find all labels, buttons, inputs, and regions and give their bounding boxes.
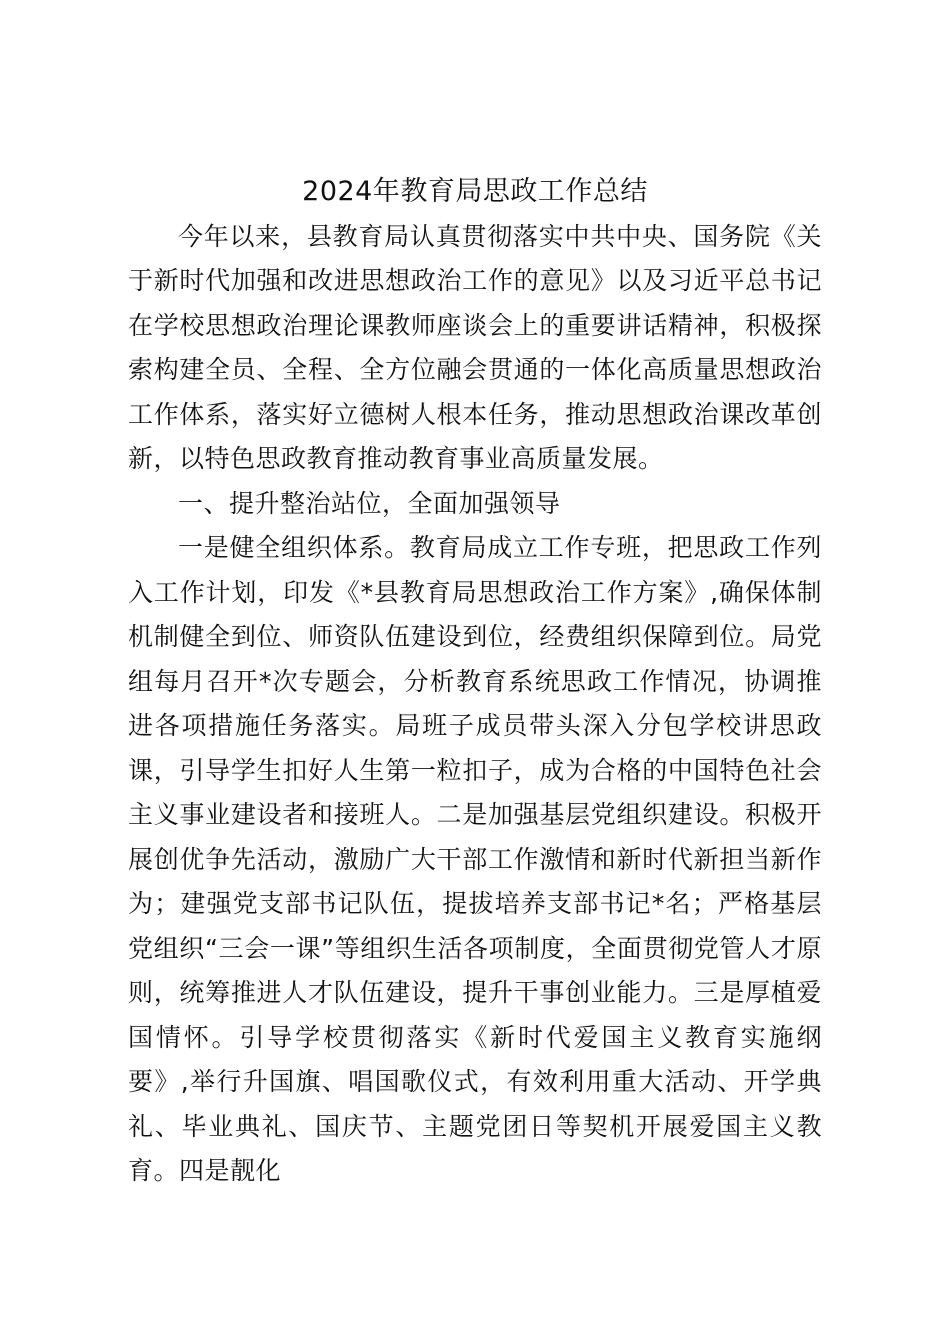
section-body-paragraph: 一是健全组织体系。教育局成立工作专班，把思政工作列入工作计划，印发《*县教育局思想政治工作方案》,确保体制机制健全到位、师资队伍建设到位，经费组织保障到位。局党组每月召开*次专题会，分析教育系统思政工作情况，协调推进各项措施任务落实。局班子成员带头深入分包学校讲思政课，引导学生扣好人生第一粒扣子，成为合格的中国特色社会主义事业建设者和接班人。二是加强基层党组织建设。积极开展创优争先活动，激励广大干部工作激情和新时代新担当新作为；建强党支部书记队伍，提拔培养支部书记*名；严格基层党组织“三会一课”等组织生活各项制度，全面贯彻党管人才原则，统筹推进人才队伍建设，提升干事创业能力。三是厚植爱国情怀。引导学校贯彻落实《新时代爱国主义教育实施纲要》,举行升国旗、唱国歌仪式，有效利用重大活动、开学典礼、毕业典礼、国庆节、主题党团日等契机开展爱国主义教育。四是靓化 — [128, 533, 822, 1185]
section-heading: 一、提升整治站位，全面加强领导 — [178, 488, 561, 518]
document-title: 2024年教育局思政工作总结 — [302, 176, 648, 207]
intro-paragraph: 今年以来，县教育局认真贯彻落实中共中央、国务院《关于新时代加强和改进思想政治工作的意见》以及习近平总书记在学校思想政治理论课教师座谈会上的重要讲话精神，积极探索构建全员、全程、全方位融会贯通的一体化高质量思想政治工作体系，落实好立德树人根本任务，推动思想政治课改革创新，以特色思政教育推动教育事业高质量发展。 — [128, 221, 822, 473]
document-page — [128, 170, 822, 1194]
